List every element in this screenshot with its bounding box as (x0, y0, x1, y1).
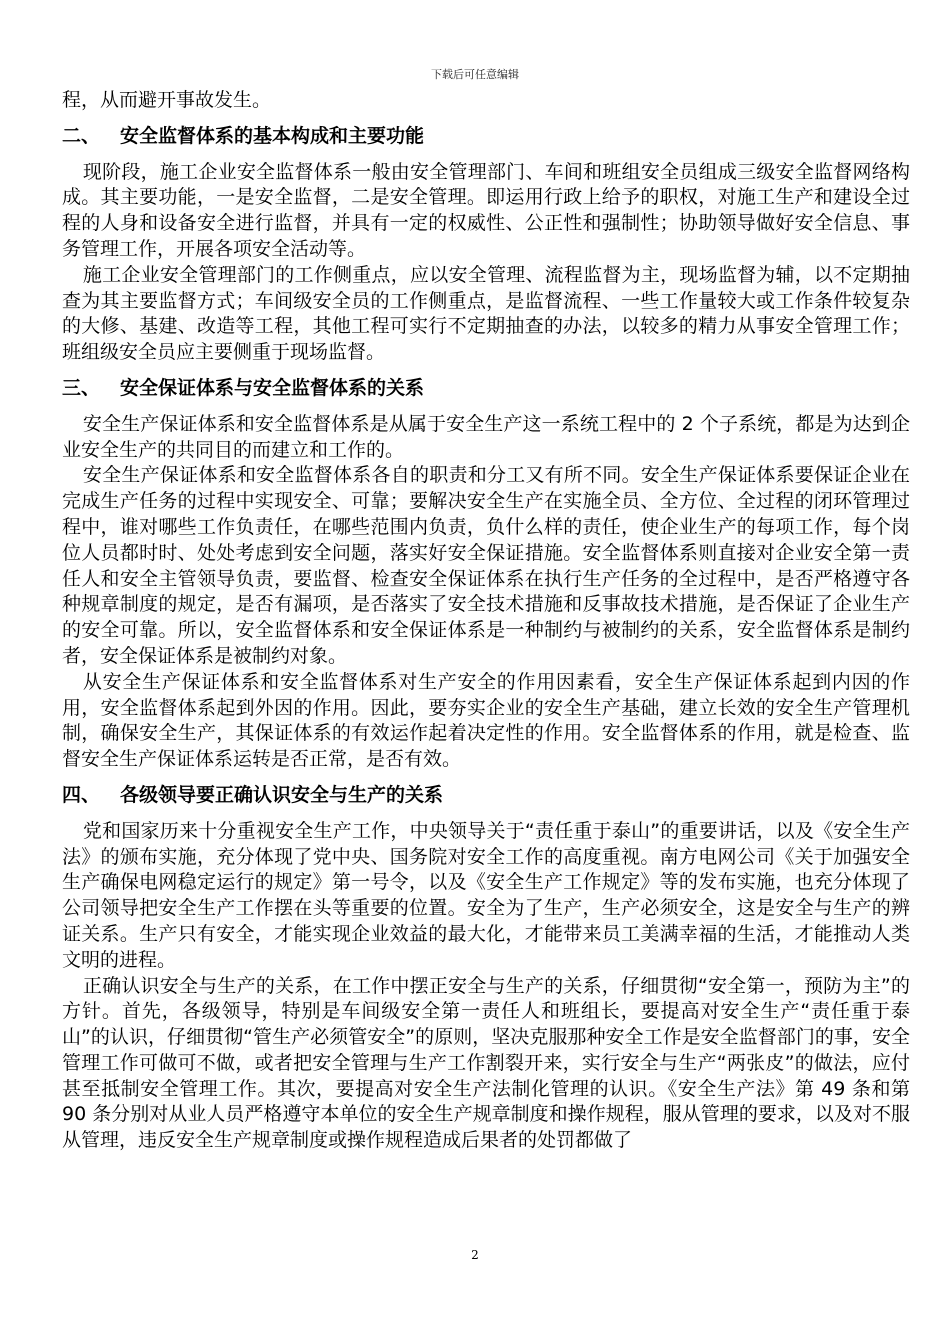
page-number: 2 (471, 1248, 479, 1262)
paragraph: 从安全生产保证体系和安全监督体系对生产安全的作用因素看，安全生产保证体系起到内因的作用，安全监督体系起到外因的作用。因此，要夯实企业的安全生产基础，建立长效的安全生产管理机制，确保安全生产，其保证体系的有效运作起着决定性的作用。安全监督体系的作用，就是检查、监督安全生产保证体系运转是否正常，是否有效。 (62, 670, 910, 771)
paragraph: 安全生产保证体系和安全监督体系是从属于安全生产这一系统工程中的 2 个子系统，都是为达到企业安全生产的共同目的而建立和工作的。 (62, 412, 910, 461)
paragraph: 现阶段，施工企业安全监督体系一般由安全管理部门、车间和班组安全员组成三级安全监督网络构成。其主要功能，一是安全监督，二是安全管理。即运用行政上给予的职权，对施工生产和建设全过程的人身和设备安全进行监督，并具有一定的权威性、公正性和强制性；协助领导做好安全信息、事务管理工作，开展各项安全活动等。 (62, 160, 910, 260)
section-title: 安全保证体系与安全监督体系的关系 (120, 376, 425, 399)
section-number: 二、 (62, 124, 101, 147)
paragraph: 党和国家历来十分重视安全生产工作，中央领导关于“责任重于泰山”的重要讲话，以及《安全生产法》的颁布实施，充分体现了党中央、国务院对安全工作的高度重视。南方电网公司《关于加强安全生产确保电网稳定运行的规定》第一号令，以及《安全生产工作规定》等的发布实施，也充分体现了公司领导把安全生产工作摆在头等重要的位置。安全为了生产，生产必须安全，这是安全与生产的辨证关系。生产只有安全，才能实现企业效益的最大化，才能带来员工美满幸福的生活，才能推动人类文明的进程。 (62, 819, 910, 971)
paragraph: 安全生产保证体系和安全监督体系各自的职责和分工又有所不同。安全生产保证体系要保证企业在完成生产任务的过程中实现安全、可靠；要解决安全生产在实施全员、全方位、全过程的闭环管理过程中，谁对哪些工作负责任，在哪些范围内负责，负什么样的责任，使企业生产的每项工作，每个岗位人员都时时、处处考虑到安全问题，落实好安全保证措施。安全监督体系则直接对企业安全第一责任人和安全主管领导负责，要监督、检查安全保证体系在执行生产任务的全过程中，是否严格遵守各种规章制度的规定，是否有漏项，是否落实了安全技术措施和反事故技术措施，是否保证了企业生产的安全可靠。所以，安全监督体系和安全保证体系是一种制约与被制约的关系，安全监督体系是制约者，安全保证体系是被制约对象。 (62, 464, 910, 667)
document-body (62, 88, 910, 1154)
section-title: 各级领导要正确认识安全与生产的关系 (120, 783, 444, 806)
paragraph-continuation: 程，从而避开事故发生。 (62, 89, 272, 111)
section-heading-4 (62, 783, 910, 809)
section-number: 四、 (62, 783, 101, 806)
section-title: 安全监督体系的基本构成和主要功能 (120, 124, 425, 147)
paragraph: 正确认识安全与生产的关系，在工作中摆正安全与生产的关系，仔细贯彻“安全第一，预防为主”的方针。首先，各级领导，特别是车间级安全第一责任人和班组长，要提高对安全生产“责任重于泰山”的认识，仔细贯彻“管生产必须管安全”的原则，坚决克服那种安全工作是安全监督部门的事，安全管理工作可做可不做，或者把安全管理与生产工作割裂开来，实行安全与生产“两张皮”的做法，应付甚至抵制安全管理工作。其次，要提高对安全生产法制化管理的认识。《安全生产法》第 49 条和第 90 条分别对从业人员严格遵守本单位的安全生产规章制度和操作规程，服从管理的要求，以及对不服从管理，违反安全生产规章制度或操作规程造成后果者的处罚都做了 (62, 974, 910, 1152)
section-heading-2 (62, 124, 910, 150)
section-number: 三、 (62, 376, 101, 399)
page-header: 下载后可任意编辑 (431, 68, 519, 81)
section-heading-3 (62, 376, 910, 402)
paragraph: 施工企业安全管理部门的工作侧重点，应以安全管理、流程监督为主，现场监督为辅，以不定期抽查为其主要监督方式；车间级安全员的工作侧重点，是监督流程、一些工作量较大或工作条件较复杂的大修、基建、改造等工程，其他工程可实行不定期抽查的办法，以较多的精力从事安全管理工作；班组级安全员应主要侧重于现场监督。 (62, 263, 910, 364)
